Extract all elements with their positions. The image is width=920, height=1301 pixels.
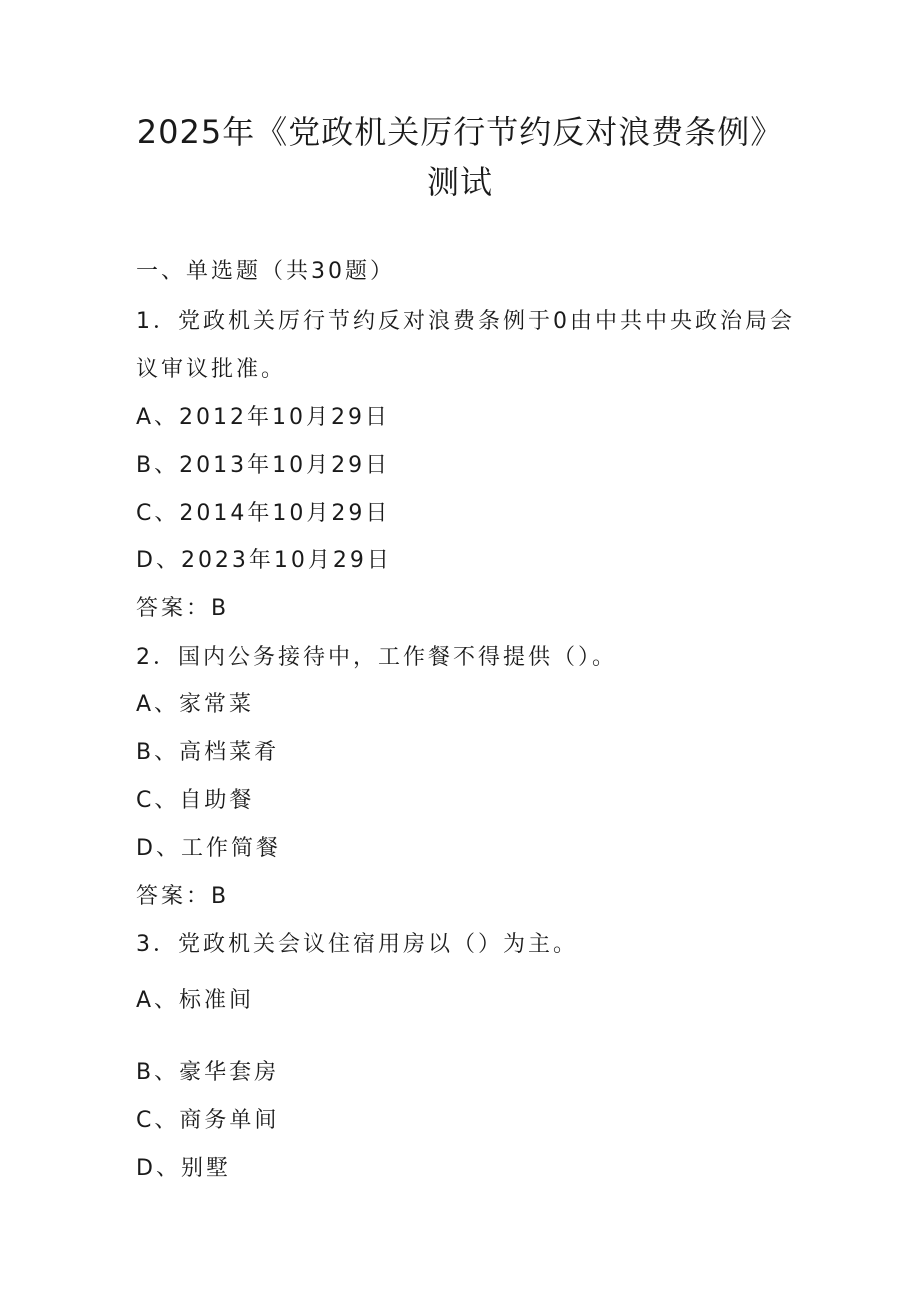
question-3-option-b: B、豪华套房	[136, 1060, 280, 1085]
question-1-option-a: A、2012年10月29日	[136, 405, 391, 430]
section-heading: 一、单选题（共30题）	[136, 259, 395, 284]
question-1-stem-line-2: 议审议批准。	[136, 357, 287, 382]
question-3-stem: 3．党政机关会议住宿用房以（）为主。	[136, 932, 578, 957]
question-2-stem: 2．国内公务接待中，工作餐不得提供（）。	[136, 645, 617, 670]
question-1-option-d: D、2023年10月29日	[136, 548, 392, 573]
question-2-answer: 答案：B	[136, 884, 230, 909]
question-3-option-d: D、别墅	[136, 1156, 231, 1181]
question-3-option-a: A、标准间	[136, 988, 255, 1013]
document-title-line-2: 测试	[426, 163, 493, 201]
question-2-option-b: B、高档菜肴	[136, 740, 280, 765]
question-1-option-c: C、2014年10月29日	[136, 501, 391, 526]
question-2-option-a: A、家常菜	[136, 692, 255, 717]
question-1-option-b: B、2013年10月29日	[136, 453, 391, 478]
document-title-line-1: 2025年《党政机关厉行节约反对浪费条例》	[136, 113, 784, 151]
question-1-answer: 答案：B	[136, 596, 230, 621]
question-2-option-c: C、自助餐	[136, 788, 255, 813]
question-3-option-c: C、商务单间	[136, 1108, 280, 1133]
question-2-option-d: D、工作简餐	[136, 836, 281, 861]
question-1-stem-line-1: 1．党政机关厉行节约反对浪费条例于0由中共中央政治局会	[136, 309, 795, 334]
